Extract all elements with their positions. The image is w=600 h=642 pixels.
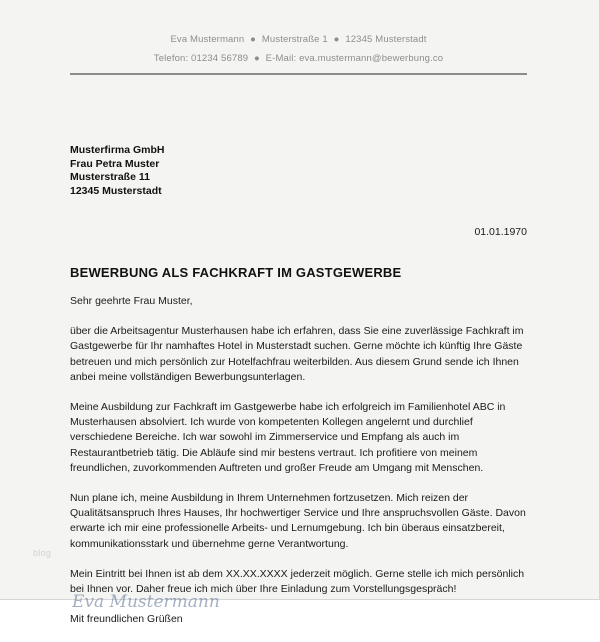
body-paragraph: über die Arbeitsagentur Musterhausen habe ich erfahren, dass Sie eine zuverlässige Fachkraft im Gastgewerbe für Ihr namhaftes Hotel in Musterstadt suchen. Gerne möchte ich künftig Ihre Gäste betreuen und mich persönlich zur Hotelfachfrau weiterbilden. Aus diesem Grund sende ich Ihnen anbei meine vollständigen Bewerbungsunterlagen. xyxy=(70,325,524,383)
handwritten-signature: Eva Mustermann xyxy=(72,592,220,612)
sender-city: 12345 Musterstadt xyxy=(345,34,427,45)
bullet-separator-icon: ● xyxy=(250,34,257,45)
letterhead xyxy=(70,30,527,68)
closing-phrase: Mit freundlichen Grüßen xyxy=(70,613,183,626)
recipient-line: 12345 Musterstadt xyxy=(70,184,162,197)
bullet-separator-icon: ● xyxy=(333,34,340,45)
body-paragraph: Meine Ausbildung zur Fachkraft im Gastgewerbe habe ich erfolgreich im Familienhotel ABC in Musterhausen absolviert. Ich wurde von kompetenten Kollegen angelernt und durchlief verschiedene Bereiche. Ich war sowohl im Zimmerservice und Empfang als auch im Restaurantbetrieb tätig. Die Abläufe sind mir bestens vertraut. Ich profitiere von meinem freundlichen, zuvorkommenden Auftreten und großer Freude am Umgang mit Menschen. xyxy=(70,401,506,474)
sender-address-line xyxy=(70,30,527,49)
letterhead-divider xyxy=(70,73,527,75)
recipient-address-block xyxy=(70,144,165,198)
recipient-line: Frau Petra Muster xyxy=(70,157,160,170)
sender-contact-line xyxy=(70,49,527,68)
sender-email: E-Mail: eva.mustermann@bewerbung.co xyxy=(265,53,444,64)
page-watermark: blog xyxy=(33,548,52,558)
letter-body xyxy=(70,294,530,642)
sender-phone: Telefon: 01234 56789 xyxy=(153,53,249,64)
sender-street: Musterstraße 1 xyxy=(261,34,328,45)
body-paragraph: Nun plane ich, meine Ausbildung in Ihrem Unternehmen fortzusetzen. Mich reizen der Qualitätsanspruch Ihres Hauses, Ihr hochwertiger Service und Ihre anspruchsvollen Gäste. Davon erwarte ich mir eine professionelle Arbeits- und Lernumgebung. Ich bin überaus einsatzbereit, kommunikationsstark und übernehme gerne Verantwortung. xyxy=(70,492,526,550)
body-paragraph: Mein Eintritt bei Ihnen ist ab dem XX.XX.XXXX jederzeit möglich. Gerne stelle ich mich persönlich bei Ihnen vor. Daher freue ich mich über Ihre Einladung zum Vorstellungsgespräch! xyxy=(70,567,525,596)
recipient-line: Musterfirma GmbH xyxy=(70,144,165,156)
salutation: Sehr geehrte Frau Muster, xyxy=(70,295,193,307)
recipient-line: Musterstraße 11 xyxy=(70,171,150,183)
bullet-separator-icon: ● xyxy=(253,53,260,64)
sender-name: Eva Mustermann xyxy=(170,34,245,45)
letter-subject-heading: BEWERBUNG ALS FACHKRAFT IM GASTGEWERBE xyxy=(70,265,402,280)
letter-date: 01.01.1970 xyxy=(474,226,527,238)
